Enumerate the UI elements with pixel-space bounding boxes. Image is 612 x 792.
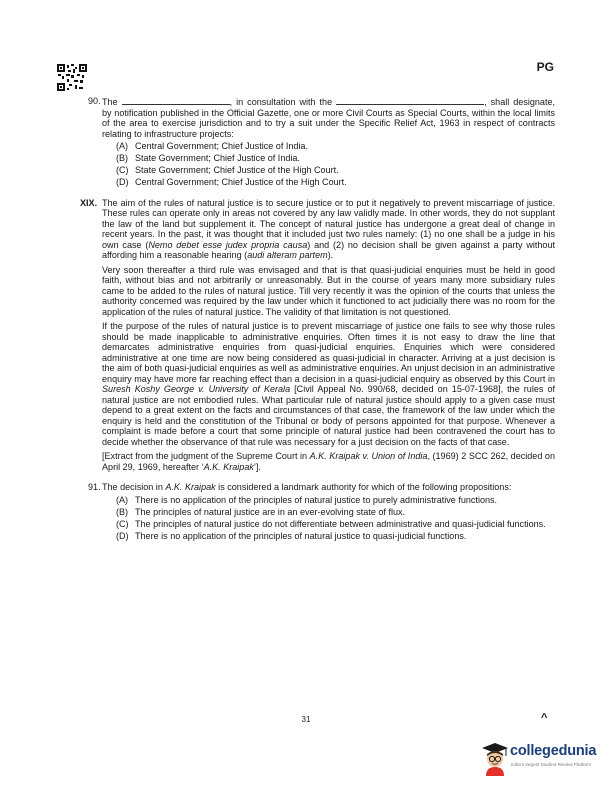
page-number: 31	[301, 715, 311, 724]
section-number: XIX.	[80, 197, 98, 208]
question-90	[80, 96, 555, 139]
mascot-icon	[480, 742, 510, 776]
page-code: PG	[536, 60, 554, 74]
fill-blank	[122, 96, 230, 105]
fill-blank	[336, 96, 484, 105]
option: (A) Central Government; Chief Justice of India.	[116, 141, 308, 151]
options-91	[116, 495, 555, 542]
collegedunia-logo	[480, 742, 600, 776]
options-90	[116, 141, 555, 188]
question-91	[80, 482, 555, 493]
page-content	[80, 96, 555, 543]
passage-paragraph: Very soon thereafter a third rule was envisaged and that is that quasi-judicial enquiries must be held in good faith, without bias and not arbitrarily or unreasonably. But in the course of years many more subsidiary rules came to be added to the rules of natural justice. Till very recently it was the opinion of the courts that unless the authority concerned was required by the law under which it functioned to act judicially there was no room for the application of the rules of natural justice. The validity of that limitation is not questioned.	[102, 264, 555, 317]
passage-xix	[80, 198, 555, 477]
option: (C) State Government; Chief Justice of the High Court.	[116, 165, 339, 175]
qr-code	[57, 64, 87, 91]
passage-paragraph: The aim of the rules of natural justice is to secure justice or to put it negatively to prevent miscarriage of justice. These rules can operate only in areas not covered by any law validly made. In other words, they do not supplant the law of the land but supplement it. The concept of natural justice has undergone a great deal of change in recent years. In the past, it was thought that it included just two rules namely: (1) no one shall be a judge in his own case (Nemo debet esse judex propria causa) and (2) no decision shall be given against a party without affording him a reasonable hearing (audi alteram partem).	[102, 197, 555, 260]
question-text: The decision in A.K. Kraipak is considered a landmark authority for which of the following propositions:	[102, 482, 512, 492]
question-number: 90.	[88, 96, 101, 106]
logo-name: collegedunia	[510, 743, 597, 759]
option: (A) There is no application of the principles of natural justice to purely administrative functions.	[116, 494, 498, 505]
question-text: The , in consultation with the , shall designate, by notification published in the Official Gazette, one or more Civil Courts as Special Courts, within the local limits of the area to exercise jurisdiction and to try a suit under the Specific Relief Act, 1963 in respect of contracts relating to infrastructure projects:	[102, 97, 556, 139]
caret-icon: ^	[541, 712, 548, 724]
passage-paragraph: If the purpose of the rules of natural justice is to prevent miscarriage of justice one fails to see why those rules should be made inapplicable to administrative enquiries. Often times it is not easy to draw the line that demarcates administrative enquiries from quasi-judicial enquiries. Enquiries which were considered administrative at one time are now being considered as quasi-judicial in character. Arriving at a just decision is the aim of both quasi-judicial enquiries as well as administrative enquiries. An unjust decision in an administrative enquiry may have more far reaching effect than a decision in a quasi-judicial enquiry as observed by this Court in Suresh Koshy George v. University of Kerala [Civil Appeal No. 990/68, decided on 15-07-1968], the rules of natural justice are not embodied rules. What particular rule of natural justice should apply to a given case must depend to a great extent on the facts and circumstances of that case, the framework of the law under which the enquiry is held and the constitution of the Tribunal or body of persons appointed for that purpose. Whenever a complaint is made before a court that some principle of natural justice had been contravened the court has to decide whether the observance of that rule was necessary for a just decision on the facts of that case.	[102, 321, 555, 447]
option: (B) State Government; Chief Justice of India.	[116, 153, 300, 163]
option: (C) The principles of natural justice do not differentiate between administrative and quasi-judicial functions.	[116, 518, 546, 529]
option: (D) There is no application of the principles of natural justice to quasi-judicial functions.	[116, 530, 467, 541]
logo-tagline: India's largest Student Review Platform	[511, 762, 592, 767]
option: (B) The principles of natural justice are in an ever-evolving state of flux.	[116, 506, 406, 517]
source-citation: [Extract from the judgment of the Supreme Court in A.K. Kraipak v. Union of India, (1969) 2 SCC 262, decided on April 29, 1969, hereafter ‘A.K. Kraipak’].	[102, 451, 555, 472]
question-number: 91.	[88, 482, 101, 492]
option: (D) Central Government; Chief Justice of the High Court.	[116, 177, 347, 187]
